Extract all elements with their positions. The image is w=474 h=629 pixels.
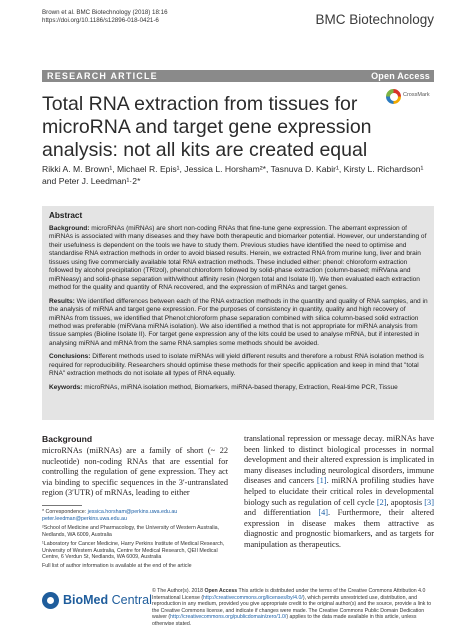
abstract-keywords (49, 384, 429, 392)
correspondence (42, 509, 232, 523)
email-link-2[interactable]: peter.leedman@perkins.uwa.edu.au (42, 515, 127, 522)
license-statement (152, 588, 437, 627)
cc-by-link[interactable]: http://creativecommons.org/licenses/by/4.0/ (203, 594, 303, 601)
background-heading: Background (42, 434, 93, 444)
abstract-results-label: Results: (49, 297, 75, 305)
email-link-1[interactable]: jessica.horsham@perkins.uwa.edu.au (87, 509, 178, 515)
abstract-body (49, 225, 429, 397)
bg-text-2: . miRNA profiling studies have helped to elucidate their critical roles in developmental biology such as regulation of cell cycle (244, 476, 435, 507)
citation-header (42, 9, 168, 25)
correspondence-prefix: * Correspondence: (42, 509, 88, 515)
doi-link[interactable]: https://doi.org/10.1186/s12896-018-0421-6 (42, 17, 159, 24)
affiliation-1: ¹Laboratory for Cancer Medicine, Harry Perkins Institute of Medical Research, University of Western Australia, Centre for Medical Research, QEII Medical Centre, 6 Verdun St, Nedlands, WA 6009, Australia (42, 540, 225, 561)
author-list: Rikki A. M. Brown¹, Michael R. Epis¹, Jessica L. Horsham²*, Tasnuva D. Kabir¹, Kirsty L. Richardson¹ and Peter J. Leedman¹·2* (42, 164, 424, 186)
abstract-conclusions-label: Conclusions: (49, 353, 91, 361)
article-title: Total RNA extraction from tissues for microRNA and target gene expression analysis: not all kits are created equal (42, 93, 372, 161)
abstract-keywords-text: microRNAs, miRNA isolation method, Biomarkers, miRNA-based therapy, Extraction, Real-time PCR, Tissue (82, 383, 398, 391)
bg-text-1: translational repression or message decay. miRNAs have been linked to distinct biological processes in normal development and their altered expression is implicated in many diseases including neurological disorders, immune diseases and cancers (244, 434, 434, 486)
citation-ref-2[interactable]: [2] (376, 497, 387, 507)
journal-name: BMC Biotechnology (315, 12, 434, 27)
crossmark-badge[interactable] (386, 88, 446, 106)
citation-text: Brown et al. BMC Biotechnology (2018) 18:16 (42, 9, 168, 16)
abstract-keywords-label: Keywords: (49, 383, 83, 391)
abstract-background-label: Background: (49, 225, 90, 232)
article-type-label: RESEARCH ARTICLE (47, 71, 158, 81)
background-left-column: microRNAs (miRNAs) are a family of short (~ 22 nucleotide) non-coding RNAs that are essential for controlling the regulation of gene expression. They act via binding to specific sequences in the 3′-untranslated region (3′UTR) of mRNAs, leading to either (42, 446, 228, 498)
abstract-conclusions (49, 353, 429, 378)
citation-ref-3[interactable]: [3] (424, 497, 434, 507)
abstract-conclusions-text: Different methods used to isolate miRNAs will yield different results and therefore a robust RNA isolation method is required for reproducibility. Researchers should optimise these methods for their specific application and keep in mind that "total RNA" extraction methods do not isolate all types of RNA equally. (49, 353, 424, 378)
abstract-background-text: microRNAs (miRNAs) are short non-coding RNAs that fine-tune gene expression. The aberrant expression of miRNAs is associated with many diseases and they have both therapeutic and biomarker potential. However, our understanding of their usefulness is dependent on the tools we have to study them. Previous studies have identified the need to optimise and standardise RNA extraction methods in order to avoid biased results. Herein, we extracted RNA from murine lung, liver and brain tissues using five commercially available total RNA extraction methods. These included either: phenol: chloroform extraction followed by alcohol precipitation (TRIzol), phenol:chloroform followed by solid-phase extraction (column-based; miRVana and miRNeasy) and solid-phase separation with/without affinity resin (Norgen total and Isolate II). We then evaluated each extraction method for the quality and quantity of RNA recovered, and the expression of miRNAs and target genes. (49, 225, 427, 292)
footnotes (42, 509, 232, 572)
license-text-2: This article is distributed under the terms of the Creative Commons Attribution 4.0 International License ( (152, 588, 426, 601)
citation-ref-1[interactable]: [1] (316, 476, 327, 486)
open-access-label: Open Access (371, 71, 430, 81)
license-text-1: © The Author(s). 2018 (152, 588, 205, 594)
author-info-note: Full list of author information is available at the end of the article (42, 563, 192, 570)
biomed-central-wordmark (63, 593, 152, 607)
license-text-3: ), which permits unrestricted use, distribution, and reproduction in any medium, provided you give appropriate credit to the original author(s) and the source, provide a link to the Creative Commons license, and indicate if changes were made. The Creative Commons Public Domain Dedication waiver ( (152, 594, 432, 620)
citation-ref-4[interactable]: [4] (318, 508, 329, 518)
license-text-4: ) applies to the data made available in this article, unless otherwise stated. (152, 614, 417, 627)
bg-text-3: , apoptosis (386, 497, 425, 507)
crossmark-label: CrossMark (403, 92, 430, 98)
affiliation-2: ²School of Medicine and Pharmacology, the University of Western Australia, Nedlands, WA 6009, Australia (42, 524, 220, 538)
bg-text-5: . Furthermore, their altered expression in disease makes them attractive as diagnostic and prognostic biomarkers, and as targets for manipulation as therapeutics. (244, 508, 434, 549)
bg-text-4: and differentiation (244, 508, 319, 518)
license-open-access: Open Access (204, 588, 238, 594)
logo-light-text: Central (108, 593, 152, 607)
logo-bold-text: BioMed (63, 593, 109, 607)
abstract-results-text: We identified differences between each of the RNA extraction methods in the quantity and quality of RNA samples, and in the analysis of miRNA and target gene expression. For the purposes of consistency in quantity, quality and high recovery of miRNAs from tissues, we identified that Phenol:chloroform phase separation combined with silica column-based solid extraction method was preferable (miRVana miRNA isolation). We also identified a method that is not appropriate for miRNA analysis from tissue samples (Bioline Isolate II). For target gene expression any of the kits could be used to analyse mRNA, but if interested in analysing miRNA and mRNA from the same RNA samples some methods should be avoided. (49, 297, 428, 347)
crossmark-icon (386, 89, 401, 104)
footnote-divider (42, 505, 82, 506)
background-right-column (244, 434, 434, 551)
biomed-central-icon (42, 592, 59, 609)
article-type-banner (42, 70, 434, 82)
biomed-central-logo (42, 592, 152, 612)
abstract-background (49, 225, 429, 293)
abstract-heading: Abstract (49, 211, 83, 220)
cc-zero-link[interactable]: http://creativecommons.org/publicdomain/zero/1.0/ (170, 614, 287, 620)
abstract-results (49, 298, 429, 349)
